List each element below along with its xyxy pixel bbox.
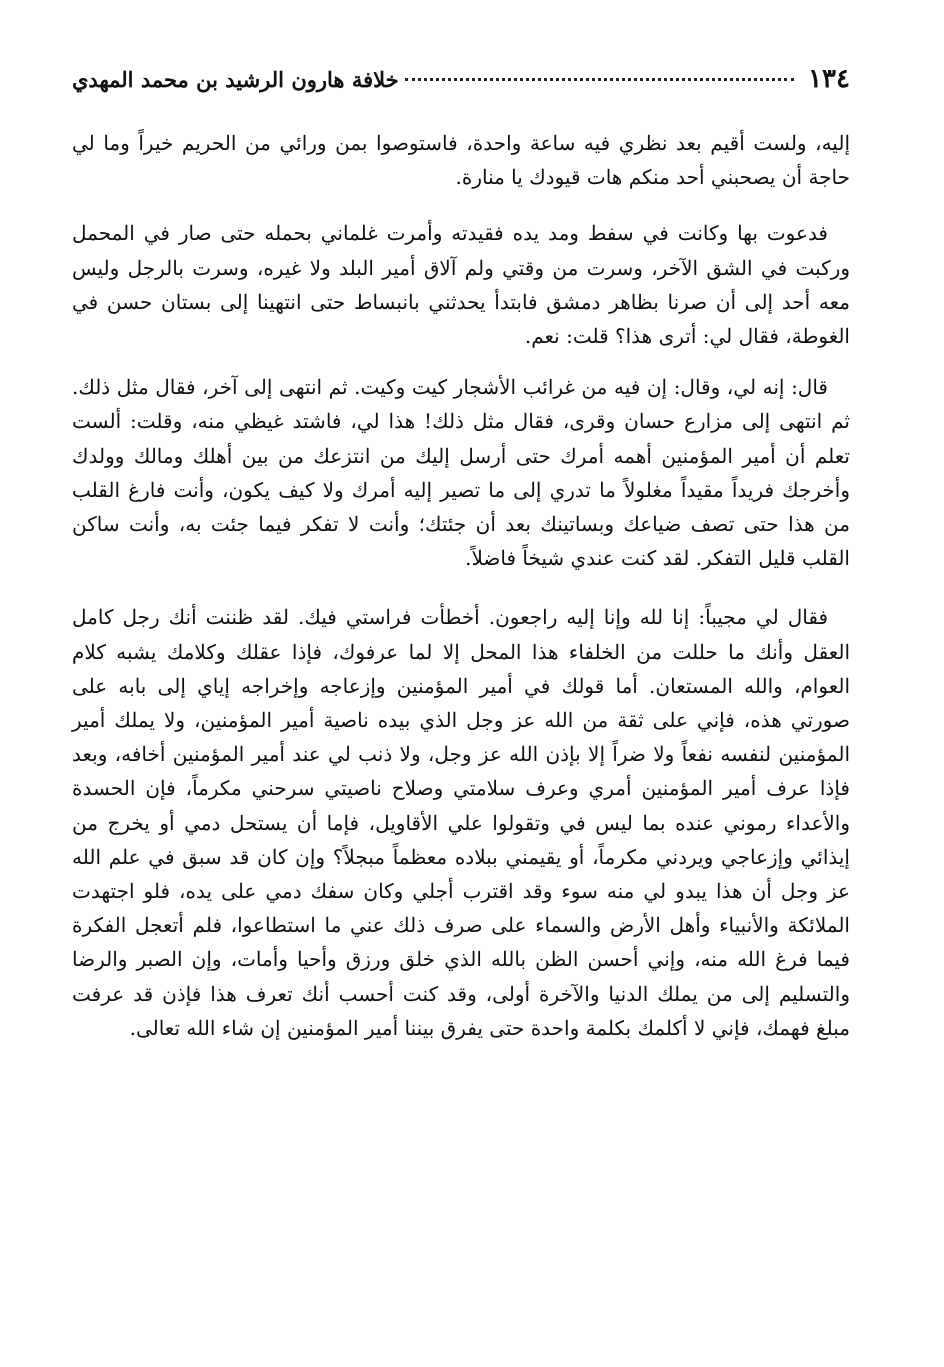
page-number: ١٣٤ xyxy=(808,64,850,94)
page-header xyxy=(72,64,850,114)
paragraph-3: قال: إنه لي، وقال: إن فيه من غرائب الأشجار كيت وكيت. ثم انتهى إلى آخر، فقال مثل ذلك. ثم انتهى إلى مزارع حسان وقرى، فقال مثل ذلك! هذا لي، فاشتد غيظي منه، وقلت: ألست تعلم أن أمير المؤمنين أهمه أمرك حتى أرسل إليك من انتزعك من بين أهلك ومالك وولدك وأخرجك فريداً مقيداً مغلولاً ما تدري إلى ما تصير إليه أمرك ولا كيف يكون، وأنت فارغ القلب من هذا حتى تصف ضياعك وبساتينك بعد أن جئتك؛ وأنت لا تفكر فيما جئت به، وأنت ساكن القلب قليل التفكر. لقد كنت عندي شيخاً فاضلاً. xyxy=(72,375,850,571)
paragraph-1: إليه، ولست أقيم بعد نظري فيه ساعة واحدة، فاستوصوا بمن ورائي من الحريم خيراً وما لي حاجة أن يصحبني أحد منكم هات قيودك يا منارة. xyxy=(72,131,850,190)
dotted-leader xyxy=(405,78,794,81)
running-title: خلافة هارون الرشيد بن محمد المهدي xyxy=(72,67,399,92)
paragraph-4: فقال لي مجيباً: إنا لله وإنا إليه راجعون. أخطأت فراستي فيك. لقد ظننت أنك رجل كامل العقل وأنك ما حللت من الخلفاء هذا المحل إلا لما عرفوك، فإذا عقلك وكلامك يشبه كلام العوام، والله المستعان. أما قولك في أمير المؤمنين وإزعاجه وإخراجه إياي إلى بابه على صورتي هذه، فإني على ثقة من الله عز وجل الذي بيده ناصية أمير المؤمنين، ولا يملك أمير المؤمنين لنفسه نفعاً ولا ضراً إلا بإذن الله عز وجل، ولا ذنب لي عند أمير المؤمنين أخافه، وبعد فإذا عرف أمير المؤمنين أمري وعرف سلامتي وصلاح ناصيتي سرحني مكرماً، فإن الحسدة والأعداء رموني عنده بما ليس في وتقولوا علي الأقاويل، فإما أن يستحل دمي أو يخرج من إيذائي وإزعاجي ويردني مكرماً، أو يقيمني ببلاده معظماً مبجلاً؟ وإن كان قد سبق في علم الله عز وجل أن هذا يبدو لي منه سوء وقد اقترب أجلي وكان سفك دمي على يده، فلو اجتهدت الملائكة والأنبياء وأهل الأرض والسماء على صرف ذلك عني ما استطاعوا، فلم أتعجل الفكرة فيما فرغ الله منه، وإني أحسن الظن بالله الذي خلق ورزق وأحيا وأمات، وإن الصبر والرضا والتسليم إلى من يملك الدنيا والآخرة أولى، وقد كنت أحسب أنك تعرف هذا فإذن قد عرفت مبلغ فهمك، فإني لا أكلمك بكلمة واحدة حتى يفرق بيننا أمير المؤمنين إن شاء الله تعالى. xyxy=(72,605,850,1040)
paragraph-2: فدعوت بها وكانت في سفط ومد يده فقيدته وأمرت غلماني بحمله حتى صار في المحمل وركبت في الشق الآخر، وسرت من وقتي ولم آلاق أمير البلد ولا غيره، وسرت بالرجل وليس معه أحد إلى أن صرنا بظاهر دمشق فابتدأ يحدثني بانبساط حتى انتهينا إلى بستان حسن في الغوطة، فقال لي: أترى هذا؟ قلت: نعم. xyxy=(72,221,850,349)
book-page xyxy=(72,64,850,1334)
